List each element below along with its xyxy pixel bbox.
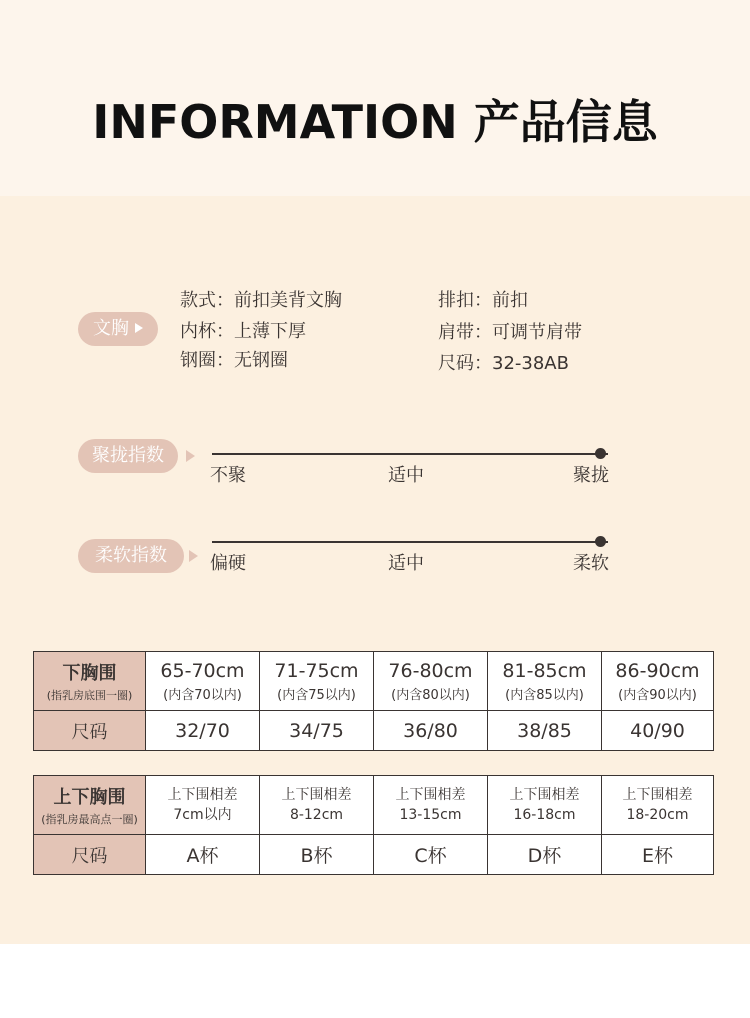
softness-scale-marker [595,536,606,547]
cup-diff-label: 上下围相差 [509,787,580,803]
table-cell [260,835,374,875]
underbust-note: (内含85以内) [505,687,584,703]
softness-mid-label: 适中 [388,553,424,574]
table-cell [488,652,602,711]
cup-size: E杯 [641,845,673,867]
spec-clasp: 排扣：前扣 [438,290,528,311]
table-row [34,652,714,711]
table-cell [374,835,488,875]
underbust-note: (内含90以内) [618,687,697,703]
product-tag-label: 文胸 [93,318,129,339]
table-cell [374,711,488,751]
spec-size: 尺码：32-38AB [438,353,569,374]
cup-header-title: 上下胸围 [53,787,126,808]
table-cell [602,835,714,875]
spec-wire: 钢圈：无钢圈 [180,350,288,371]
table-cell [146,835,260,875]
size-row-label: 尺码 [34,711,146,751]
table-cell [602,776,714,835]
table-cell [488,776,602,835]
underbust-note: (内含75以内) [277,687,356,703]
cup-size: A杯 [186,845,219,867]
table-cell [146,776,260,835]
cup-size: D杯 [527,845,562,867]
table-cell [374,652,488,711]
underbust-header-cell [34,652,146,711]
cup-diff-range: 7cm以内 [173,807,232,823]
table-cell [260,652,374,711]
cup-diff-range: 13-15cm [399,807,462,823]
table-cell [488,835,602,875]
table-cell [374,776,488,835]
band-size: 32/70 [175,719,230,742]
underbust-size-table [33,651,714,751]
softness-scale-line [212,541,608,543]
table-row [34,776,714,835]
band-size: 38/85 [517,719,572,742]
table-cell [602,652,714,711]
softness-low-label: 偏硬 [210,553,246,574]
underbust-range: 76-80cm [388,659,473,682]
cup-diff-label: 上下围相差 [622,787,693,803]
table-cell [146,711,260,751]
table-cell [146,652,260,711]
product-tag [78,312,158,346]
spec-cup: 内杯：上薄下厚 [180,321,306,342]
softness-index-tag [78,539,184,573]
cup-size: B杯 [300,845,333,867]
spec-style: 款式：前扣美背文胸 [180,290,342,311]
cup-header-cell [34,776,146,835]
table-cell [488,711,602,751]
table-row [34,835,714,875]
spec-strap: 肩带：可调节肩带 [438,322,582,343]
table-row [34,711,714,751]
header-band [0,0,750,196]
cup-diff-range: 18-20cm [626,807,689,823]
push-up-index-tag [78,439,178,473]
pointer-icon [186,450,195,462]
band-size: 40/90 [630,719,685,742]
table-cell [260,711,374,751]
pointer-icon [189,550,198,562]
page-title: INFORMATION 产品信息 [92,95,658,149]
underbust-note: (内含80以内) [391,687,470,703]
softness-high-label: 柔软 [573,553,609,574]
underbust-note: (内含70以内) [163,687,242,703]
underbust-range: 86-90cm [615,659,700,682]
table-cell [260,776,374,835]
underbust-range: 65-70cm [160,659,245,682]
table-cell [602,711,714,751]
cup-diff-range: 16-18cm [513,807,576,823]
cup-header-note: (指乳房最高点一圈) [41,813,138,826]
cup-diff-label: 上下围相差 [395,787,466,803]
size-row-label: 尺码 [34,835,146,875]
push-up-index-label: 聚拢指数 [92,445,164,466]
push-up-high-label: 聚拢 [573,465,609,486]
push-up-low-label: 不聚 [210,465,246,486]
band-size: 36/80 [403,719,458,742]
underbust-range: 81-85cm [502,659,587,682]
push-up-scale-line [212,453,608,455]
cup-diff-label: 上下围相差 [167,787,238,803]
cup-size-table [33,775,714,875]
softness-index-label: 柔软指数 [95,545,167,566]
underbust-header-note: (指乳房底围一圈) [46,689,133,702]
play-arrow-icon [135,323,143,333]
cup-diff-label: 上下围相差 [281,787,352,803]
push-up-scale-marker [595,448,606,459]
band-size: 34/75 [289,719,344,742]
underbust-range: 71-75cm [274,659,359,682]
cup-diff-range: 8-12cm [289,807,344,823]
cup-size: C杯 [414,845,447,867]
underbust-header-title: 下胸围 [62,663,117,684]
push-up-mid-label: 适中 [388,465,424,486]
